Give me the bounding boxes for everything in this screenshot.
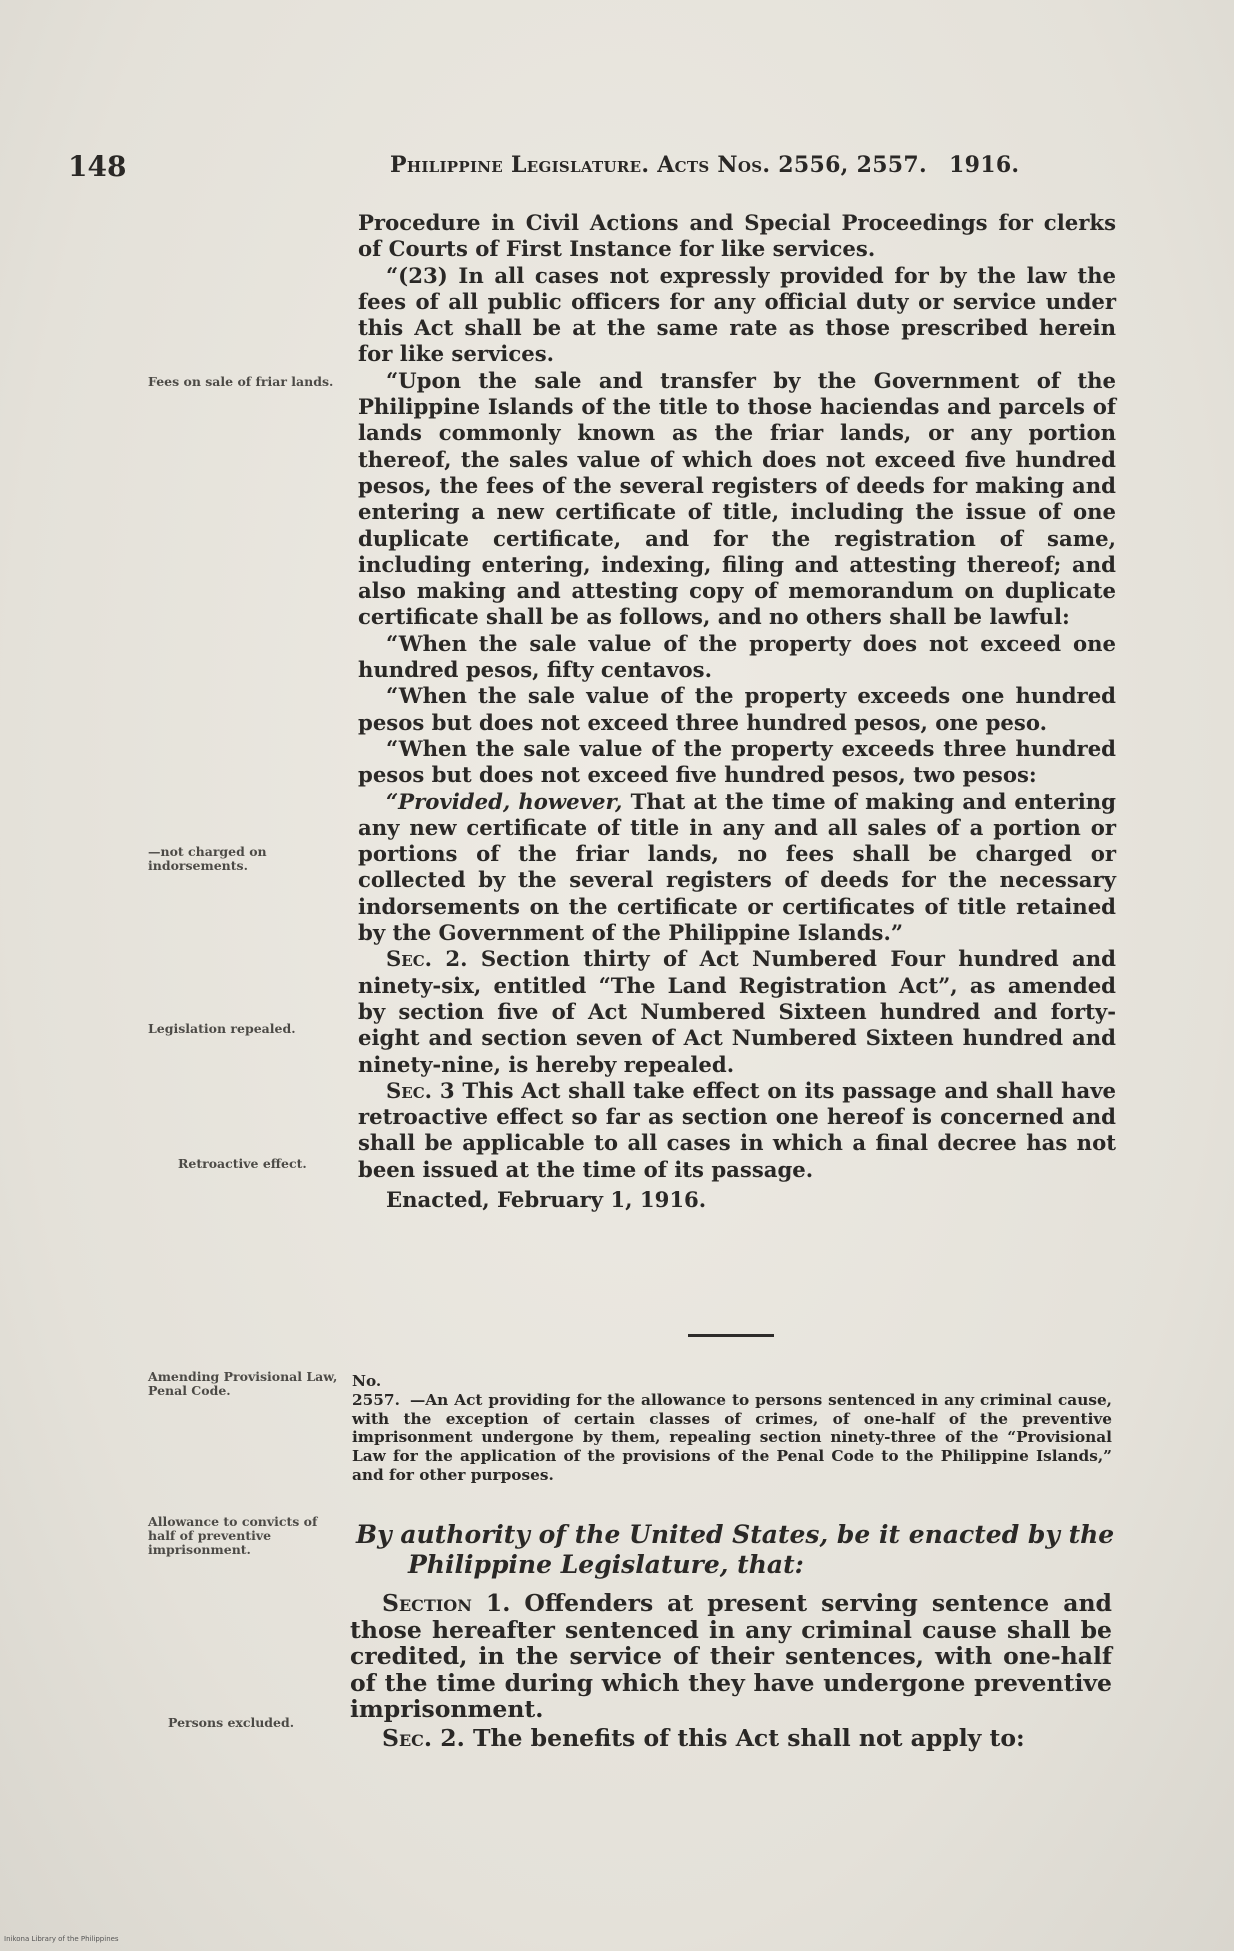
side-note-retroactive: Retroactive effect. [178,1156,307,1171]
side-note-persons: Persons excluded. [168,1715,295,1730]
page-number: 148 [68,150,127,183]
section-lead: Section 1. [382,1589,511,1617]
act-2557-title [352,1372,1112,1485]
section-text: Section thirty of Act Numbered Four hundred and ninety-six, entitled “The Land Registration Act”, as amended by section five of Act Numbered Sixteen hundred and forty-eight and section seven of Act Numbered Sixteen hundred and ninety-nine, is hereby repealed. [358,946,1116,1077]
paragraph-section-3 [358,1078,1116,1183]
page-header [60,150,1110,190]
paragraph-section-2 [350,1725,1112,1752]
section-lead: Sec. 2. [382,1723,465,1752]
enacting-line-1: By authority of the United States, be it enacted by the [356,1520,1115,1549]
section-lead: Sec. 3 [386,1077,455,1103]
enacting-line-2: Philippine Legislature, that: [408,1550,804,1579]
proviso-text: That at the time of making and entering any new certificate of title in any and all sales of a portion or portions of the friar lands, no fees shall be charged or collected by the several registers of deeds for the necessary indorsements on the certificate or certificates of title retained by the Government of the Philippine Islands.” [358,788,1116,946]
section-text: Offenders at present serving sentence and those hereafter sentenced in any criminal cause shall be credited, in the service of their sentences, with one-half of the time during which they have undergone preventive imprisonment. [350,1589,1112,1723]
side-note-fees: Fees on sale of friar lands. [148,374,334,389]
paragraph-proviso [358,789,1116,947]
running-head-year: 1916. [949,152,1020,178]
paragraph: Procedure in Civil Actions and Special Proceedings for clerks of Courts of First Instance for like services. [358,210,1116,262]
enacting-clause [356,1520,1116,1580]
act-2557-sections [350,1590,1112,1751]
section-text: This Act shall take effect on its passage and shall have retroactive effect so far as section one hereof is concerned and shall be applicable to all cases in which a final decree has not been issued at the time of its passage. [358,1077,1117,1182]
paragraph: “Upon the sale and transfer by the Government of the Philippine Islands of the title to those haciendas and parcels of lands commonly known as the friar lands, or any portion thereof, the sales value of which does not exceed five hundred pesos, the fees of the several registers of deeds for making and entering a new certificate of title, including the issue of one duplicate certificate, and for the registration of same, including entering, indexing, filing and attesting thereof; and also making and attesting copy of memorandum on duplicate certificate shall be as follows, and no others shall be lawful: [358,367,1116,630]
paragraph: “When the sale value of the property exceeds three hundred pesos but does not exceed five hundred pesos, two pesos: [358,735,1116,788]
section-divider [688,1334,774,1337]
paragraph-section-1 [350,1590,1112,1723]
enacted-date: Enacted, February 1, 1916. [386,1186,707,1212]
side-note-allowance: Allowance to convicts of half of preventive imprisonment. [148,1514,318,1557]
paragraph: “When the sale value of the property exceeds one hundred pesos but does not exceed three hundred pesos, one peso. [358,683,1116,735]
body-column-act-2556 [358,210,1116,1213]
running-head-title: Philippine Legislature. Acts Nos. 2556, 2557. [390,152,927,178]
side-note-legislation: Legislation repealed. [148,1021,296,1036]
act-title-text: —An Act providing for the allowance to persons sentenced in any criminal cause, with the exception of certain classes of crimes, of one-half of the preventive imprisonment undergone by them, repealing section ninety-three of the “Provisional Law for the application of the provisions of the Penal Code to the Philippine Islands,” and for other purposes. [352,1390,1112,1484]
paragraph-section-2 [358,946,1116,1077]
act-number: No. 2557. [352,1372,400,1409]
library-stamp: Inikona Library of the Philippines [4,1935,119,1943]
running-head [390,152,1019,178]
side-note-amending: Amending Provisional Law, Penal Code. [148,1369,338,1398]
paragraph: “When the sale value of the property does not exceed one hundred pesos, fifty centavos. [358,630,1116,683]
section-lead: Sec. 2. [386,946,468,972]
paragraph: “(23) In all cases not expressly provided for by the law the fees of all public officers for any official duty or service under this Act shall be at the same rate as those prescribed herein for like services. [358,262,1116,367]
section-text: The benefits of this Act shall not apply to: [464,1723,1025,1752]
side-note-not-charged: —not charged on indorsements. [148,844,267,873]
proviso-italic: “Provided, however, [386,788,623,814]
